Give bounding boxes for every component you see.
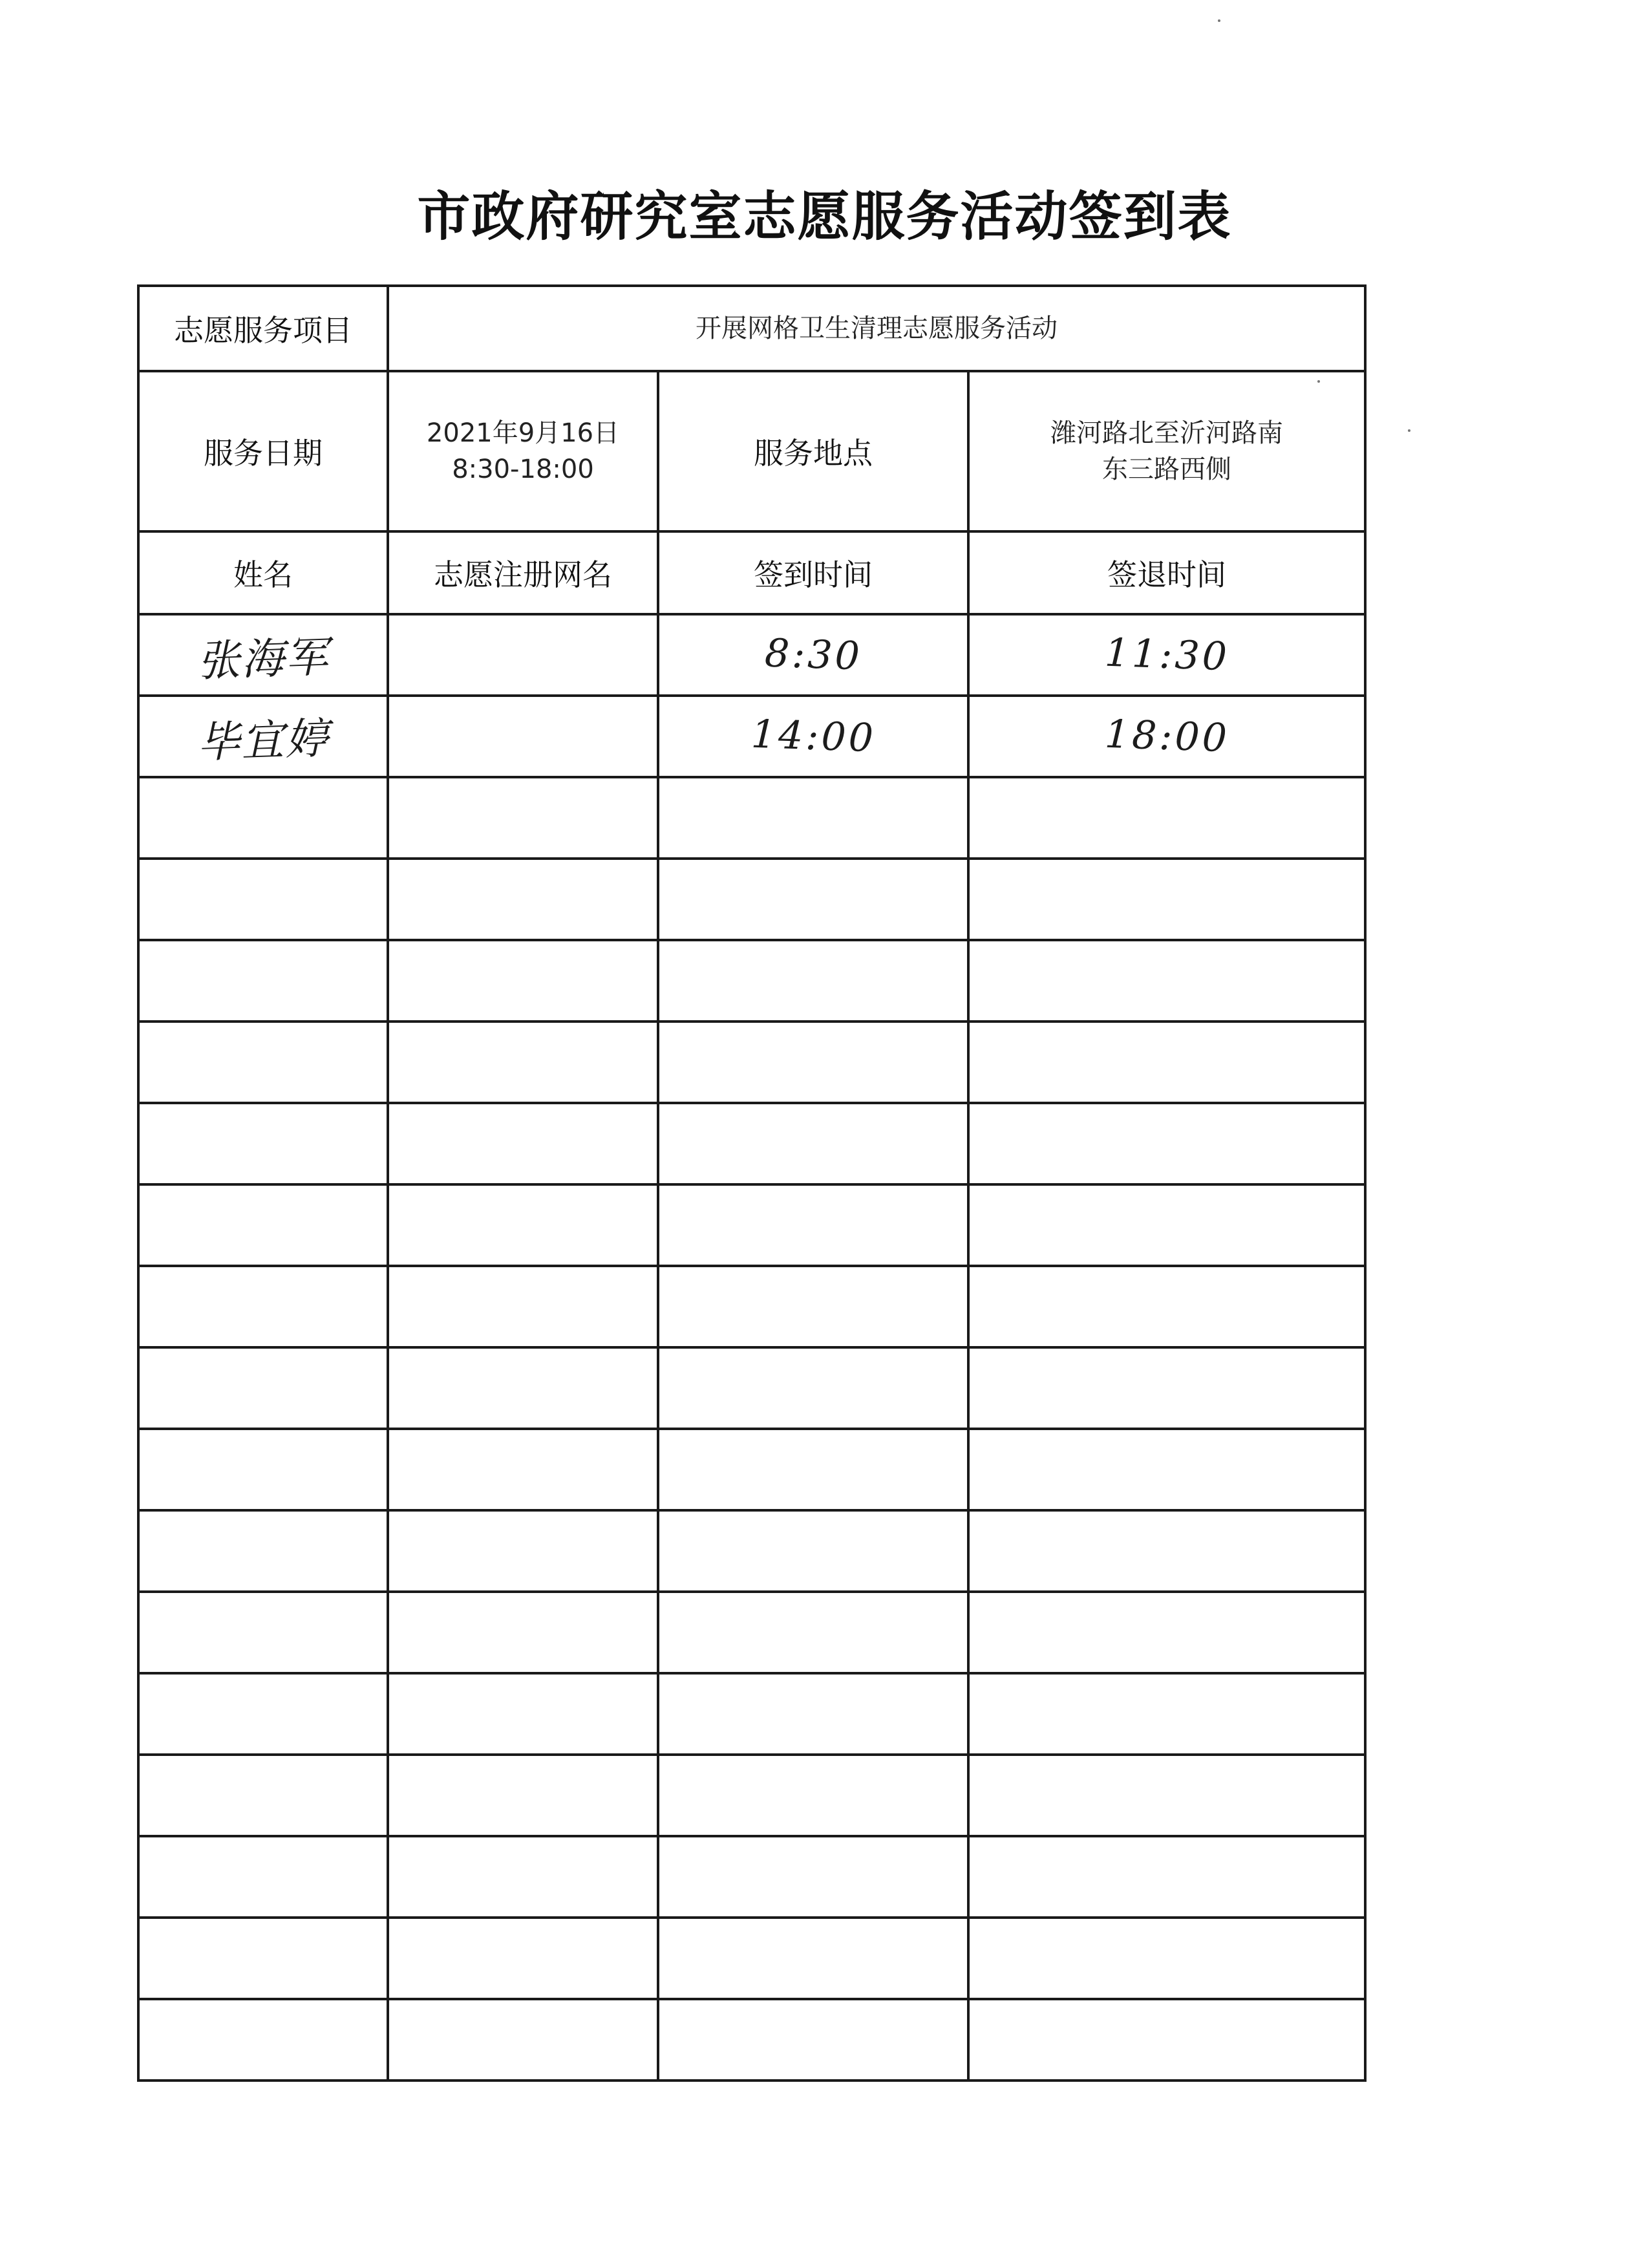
location-value-cell [968, 371, 1365, 531]
sign-in-cell [658, 1184, 968, 1266]
sign-out-cell [968, 1918, 1365, 1999]
table-row [138, 1347, 1365, 1429]
name-cell [138, 1429, 388, 1510]
handwritten-sign-in: 14:00 [750, 711, 877, 762]
page-title: 市政府研究室志愿服务活动签到表 [417, 186, 1232, 248]
sign-in-cell [658, 1266, 968, 1347]
date-label-cell [138, 371, 388, 531]
name-cell [138, 1347, 388, 1429]
sign-in-cell [658, 1673, 968, 1755]
handwritten-name: 张海军 [196, 631, 330, 687]
name-cell [138, 614, 388, 696]
location-value-line2: 东三路西侧 [1102, 455, 1231, 484]
table-row [138, 1673, 1365, 1755]
sign-in-cell [658, 1022, 968, 1103]
date-value-line2: 8:30-18:00 [452, 455, 594, 484]
table-row [138, 1918, 1365, 1999]
scan-speck [1218, 19, 1220, 22]
registered-name-cell [388, 1022, 658, 1103]
sign-out-cell [968, 777, 1365, 859]
sign-out-cell [968, 1347, 1365, 1429]
table-row [138, 1999, 1365, 2081]
sign-out-cell [968, 614, 1365, 696]
sign-out-cell [968, 1266, 1365, 1347]
table-row [138, 1510, 1365, 1592]
sign-in-cell [658, 777, 968, 859]
header-sign-in: 签到时间 [754, 557, 873, 592]
name-cell [138, 1755, 388, 1836]
date-value-line1: 2021年9月16日 [426, 418, 620, 448]
registered-name-cell [388, 859, 658, 940]
project-value-cell [388, 286, 1365, 371]
table-row [138, 1429, 1365, 1510]
table-row [138, 1184, 1365, 1266]
table-row [138, 859, 1365, 940]
sign-in-cell [658, 1510, 968, 1592]
sign-out-cell [968, 1184, 1365, 1266]
name-cell [138, 1184, 388, 1266]
sign-out-cell [968, 1429, 1365, 1510]
handwritten-sign-out: 11:30 [1103, 630, 1230, 680]
sign-out-cell [968, 859, 1365, 940]
table-row [138, 940, 1365, 1022]
sign-out-cell [968, 1836, 1365, 1918]
registered-name-cell [388, 940, 658, 1022]
table-row [138, 1836, 1365, 1918]
sign-out-cell [968, 1510, 1365, 1592]
sign-out-cell [968, 1673, 1365, 1755]
scan-speck [1317, 380, 1320, 383]
sign-in-table [137, 284, 1367, 2082]
location-value-line1: 潍河路北至沂河路南 [1050, 418, 1283, 448]
name-cell [138, 1592, 388, 1673]
sign-out-cell [968, 1999, 1365, 2081]
header-cell-sign-in [658, 531, 968, 614]
sign-out-cell [968, 1755, 1365, 1836]
registered-name-cell [388, 1429, 658, 1510]
registered-name-cell [388, 1510, 658, 1592]
sign-in-cell [658, 1755, 968, 1836]
name-cell [138, 1266, 388, 1347]
name-cell [138, 777, 388, 859]
registered-name-cell [388, 1836, 658, 1918]
registered-name-cell [388, 1755, 658, 1836]
registered-name-cell [388, 1103, 658, 1184]
registered-name-cell [388, 1673, 658, 1755]
sign-out-cell [968, 1592, 1365, 1673]
registered-name-cell [388, 777, 658, 859]
name-cell [138, 1022, 388, 1103]
sign-in-table-body [138, 286, 1365, 2081]
table-row [138, 1022, 1365, 1103]
table-row [138, 1755, 1365, 1836]
sign-in-cell [658, 859, 968, 940]
handwritten-sign-in: 8:30 [763, 630, 863, 679]
registered-name-cell [388, 1918, 658, 1999]
registered-name-cell [388, 1184, 658, 1266]
name-cell [138, 1510, 388, 1592]
project-label: 志愿服务项目 [174, 313, 352, 348]
name-cell [138, 696, 388, 777]
header-name: 姓名 [233, 557, 293, 592]
table-row [138, 1266, 1365, 1347]
location-label-cell [658, 371, 968, 531]
project-label-cell [138, 286, 388, 371]
sign-in-cell [658, 1103, 968, 1184]
name-cell [138, 859, 388, 940]
sign-in-cell [658, 1999, 968, 2081]
sign-out-cell [968, 1022, 1365, 1103]
registered-name-cell [388, 1999, 658, 2081]
project-value: 开展网格卫生清理志愿服务活动 [696, 314, 1058, 343]
header-registered-name: 志愿注册网名 [434, 557, 612, 592]
name-cell [138, 1999, 388, 2081]
table-row [138, 1592, 1365, 1673]
handwritten-sign-out: 18:00 [1103, 711, 1230, 762]
column-header-row [138, 531, 1365, 614]
sign-out-cell [968, 1103, 1365, 1184]
name-cell [138, 1918, 388, 1999]
header-cell-registered-name [388, 531, 658, 614]
sign-in-cell [658, 1836, 968, 1918]
name-cell [138, 940, 388, 1022]
header-cell-sign-out [968, 531, 1365, 614]
date-value-cell [388, 371, 658, 531]
sign-in-cell [658, 614, 968, 696]
name-cell [138, 1673, 388, 1755]
table-row [138, 614, 1365, 696]
date-label: 服务日期 [204, 436, 323, 471]
header-cell-name [138, 531, 388, 614]
scan-speck [1408, 429, 1410, 432]
sign-in-cell [658, 1592, 968, 1673]
registered-name-cell [388, 614, 658, 696]
sign-in-cell [658, 940, 968, 1022]
name-cell [138, 1103, 388, 1184]
handwritten-name: 毕宜婷 [196, 712, 330, 768]
registered-name-cell [388, 1347, 658, 1429]
table-row [138, 1103, 1365, 1184]
sign-out-cell [968, 940, 1365, 1022]
registered-name-cell [388, 1592, 658, 1673]
table-row [138, 777, 1365, 859]
table-row [138, 696, 1365, 777]
project-row [138, 286, 1365, 371]
sign-in-cell [658, 1918, 968, 1999]
date-location-row [138, 371, 1365, 531]
sign-in-cell [658, 696, 968, 777]
location-label: 服务地点 [754, 436, 873, 471]
registered-name-cell [388, 1266, 658, 1347]
sign-in-cell [658, 1347, 968, 1429]
sign-in-cell [658, 1429, 968, 1510]
name-cell [138, 1836, 388, 1918]
sign-out-cell [968, 696, 1365, 777]
header-sign-out: 签退时间 [1107, 557, 1226, 592]
registered-name-cell [388, 696, 658, 777]
